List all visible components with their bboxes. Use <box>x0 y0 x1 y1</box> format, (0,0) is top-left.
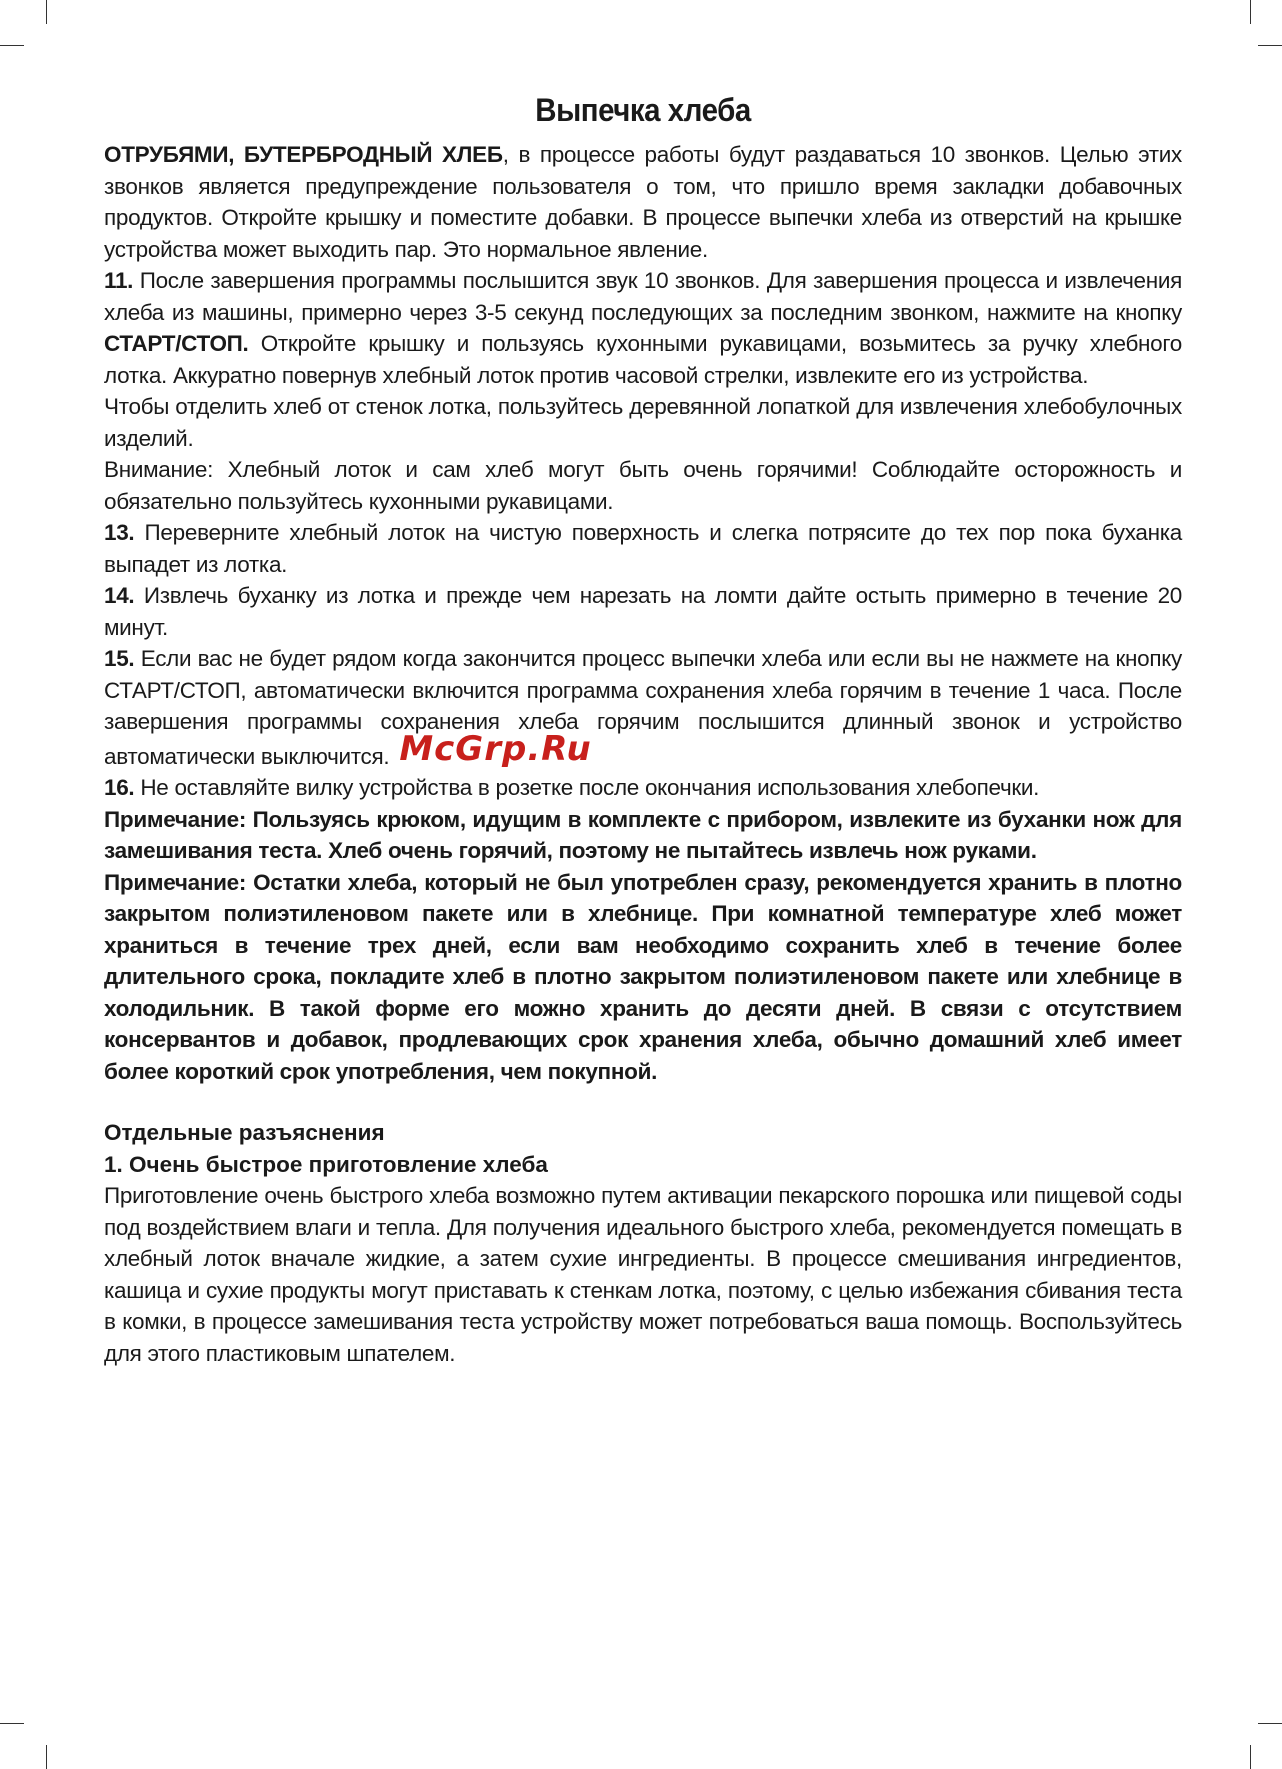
p11-text2: Откройте крышку и пользуясь кухонными рукавицами, возьмитесь за ручку хлебного лотка. Аккуратно повернув хлебный лоток против часовой стрелки, извлеките его из устройства. <box>104 331 1182 388</box>
crop-mark-bottom-left-v <box>46 1745 47 1769</box>
intro-bold: ОТРУБЯМИ, БУТЕРБРОДНЫЙ ХЛЕБ <box>104 142 503 167</box>
subsection-title: 1. Очень быстрое приготовление хлеба <box>104 1151 548 1177</box>
paragraph-15 <box>104 643 1182 772</box>
crop-mark-top-left-h <box>0 45 24 46</box>
note-2: Примечание: Остатки хлеба, который не был употреблен сразу, рекомендуется хранить в плотно закрытом полиэтиленовом пакете или в хлебнице. При комнатной температуре хлеб может храниться в течение трех дней, если вам необходимо сохранить хлеб в течение более длительного срока, покладите хлеб в плотно закрытом полиэтиленовом пакете или хлебнице в холодильник. В такой форме его можно хранить до десяти дней. В связи с отсутствием консервантов и добавок, продлевающих срок хранения хлеба, обычно домашний хлеб имеет более короткий срок употребления, чем покупной. <box>104 869 1182 1084</box>
p13-text: Переверните хлебный лоток на чистую поверхность и слегка потрясите до тех пор пока буханка выпадет из лотка. <box>104 520 1182 577</box>
paragraph-13 <box>104 517 1182 580</box>
paragraph-warning: Внимание: Хлебный лоток и сам хлеб могут быть очень горячими! Соблюдайте осторожность и обязательно пользуйтесь кухонными рукавицами. <box>104 457 1182 514</box>
intro-text: , в процессе работы будут раздаваться 10 звонков. Целью этих звонков является предупреждение пользователя о том, что пришло время закладки добавочных продуктов. Откройте крышку и поместите добавки. В процессе выпечки хлеба из отверстий на крышке устройства может выходить пар. Это нормальное явление. <box>104 142 1182 262</box>
section-gap <box>104 1087 1182 1117</box>
p11-bold: СТАРТ/СТОП. <box>104 331 249 356</box>
document-page <box>104 92 1182 1369</box>
p11-text1: После завершения программы послышится звук 10 звонков. Для завершения процесса и извлечения хлеба из машины, примерно через 3-5 секунд последующих за последним звонком, нажмите на кнопку <box>104 268 1182 325</box>
section-title: Отдельные разъяснения <box>104 1120 385 1145</box>
paragraph-16 <box>104 772 1182 804</box>
crop-mark-top-left-v <box>46 0 47 24</box>
p16-text: Не оставляйте вилку устройства в розетке после окончания использования хлебопечки. <box>134 775 1040 800</box>
paragraph-quick-bread: Приготовление очень быстрого хлеба возможно путем активации пекарского порошка или пищевой соды под воздействием влаги и тепла. Для получения идеального быстрого хлеба, рекомендуется помещать в хлебный лоток вначале жидкие, а затем сухие ингредиенты. В процессе смешивания ингредиентов, кашица и сухие продукты могут приставать к стенкам лотка, поэтому, с целью избежания сбивания теста в комки, в процессе замешивания теста устройству может потребоваться ваша помощь. Воспользуйтесь для этого пластиковым шпателем. <box>104 1183 1182 1366</box>
crop-mark-top-right-v <box>1250 0 1251 24</box>
p13-number: 13. <box>104 520 135 545</box>
p16-number: 16. <box>104 775 135 800</box>
note-1: Примечание: Пользуясь крюком, идущим в комплекте с прибором, извлеките из буханки нож для замешивания теста. Хлеб очень горячий, поэтому не пытайтесь извлечь нож руками. <box>104 806 1182 863</box>
crop-mark-bottom-right-h <box>1258 1723 1282 1724</box>
p11-number: 11. <box>104 268 134 293</box>
crop-mark-bottom-left-h <box>0 1723 24 1724</box>
p14-text: Извлечь буханку из лотка и прежде чем нарезать на ломти дайте остыть примерно в течение 20 минут. <box>104 583 1182 640</box>
paragraph-11 <box>104 265 1182 391</box>
watermark: McGrp.Ru <box>399 728 592 769</box>
p14-number: 14. <box>104 583 135 608</box>
paragraph-14 <box>104 580 1182 643</box>
paragraph-intro <box>104 139 1182 265</box>
p15-text: Если вас не будет рядом когда закончится процесс выпечки хлеба или если вы не нажмете на кнопку СТАРТ/СТОП, автоматически включится программа сохранения хлеба горячим в течение 1 часа. После завершения программы сохранения хлеба горячим послышится длинный звонок и устройство автоматически выключится. <box>104 646 1182 769</box>
crop-mark-bottom-right-v <box>1250 1745 1251 1769</box>
page-title: Выпечка хлеба <box>535 92 751 128</box>
paragraph-separate: Чтобы отделить хлеб от стенок лотка, пользуйтесь деревянной лопаткой для извлечения хлебобулочных изделий. <box>104 394 1182 451</box>
p15-number: 15. <box>104 646 135 671</box>
crop-mark-top-right-h <box>1258 45 1282 46</box>
